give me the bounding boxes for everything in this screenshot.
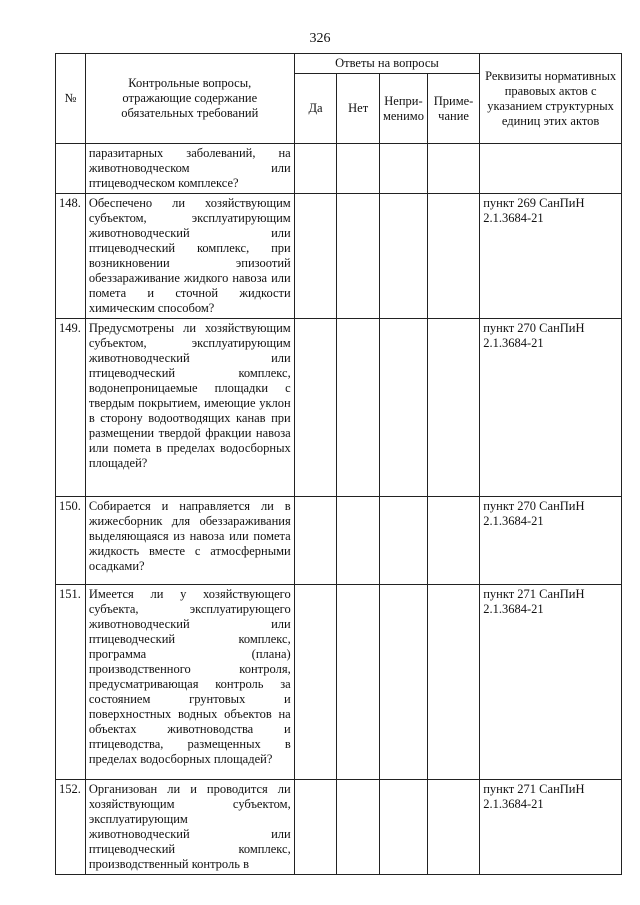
header-no: Нет: [337, 74, 380, 144]
header-note: Приме-чание: [427, 74, 479, 144]
row-number: [56, 144, 86, 194]
answer-not-applicable-cell[interactable]: [379, 585, 427, 780]
answer-yes-cell[interactable]: [294, 780, 337, 875]
answer-note-cell[interactable]: [427, 497, 479, 585]
answer-not-applicable-cell[interactable]: [379, 319, 427, 497]
answer-no-cell[interactable]: [337, 497, 380, 585]
answer-not-applicable-cell[interactable]: [379, 144, 427, 194]
row-requisite: пункт 271 СанПиН 2.1.3684-21: [480, 780, 622, 875]
row-requisite: пункт 270 СанПиН 2.1.3684-21: [480, 497, 622, 585]
row-number: 151.: [56, 585, 86, 780]
answer-no-cell[interactable]: [337, 585, 380, 780]
row-requisite: пункт 270 СанПиН 2.1.3684-21: [480, 319, 622, 497]
answer-note-cell[interactable]: [427, 194, 479, 319]
row-question: Предусмотрены ли хозяйствующим субъектом, эксплуатирующим животноводческий или птицеводческий комплекс, водонепроницаемые площадки с твердым покрытием, имеющие уклон в сторону водоотводящих канав при размещении твердой фракции навоза или помета в пределах водосборных площадей?: [85, 319, 294, 497]
answer-yes-cell[interactable]: [294, 497, 337, 585]
answer-yes-cell[interactable]: [294, 585, 337, 780]
answer-no-cell[interactable]: [337, 780, 380, 875]
answer-note-cell[interactable]: [427, 319, 479, 497]
table-row: [56, 194, 622, 319]
answer-yes-cell[interactable]: [294, 194, 337, 319]
header-yes: Да: [294, 74, 337, 144]
row-number: 148.: [56, 194, 86, 319]
table-row: [56, 319, 622, 497]
page-number: 326: [309, 31, 331, 46]
answer-no-cell[interactable]: [337, 144, 380, 194]
row-requisite: пункт 271 СанПиН 2.1.3684-21: [480, 585, 622, 780]
answer-not-applicable-cell[interactable]: [379, 780, 427, 875]
row-number: 150.: [56, 497, 86, 585]
row-question: паразитарных заболеваний, на животноводческом или птицеводческом комплексе?: [85, 144, 294, 194]
answer-not-applicable-cell[interactable]: [379, 194, 427, 319]
answer-note-cell[interactable]: [427, 144, 479, 194]
header-question: Контрольные вопросы, отражающие содержание обязательных требований: [85, 54, 294, 144]
header-requisites: Реквизиты нормативных правовых актов с указанием структурных единиц этих актов: [480, 54, 622, 144]
table-row: [56, 780, 622, 875]
table-row: [56, 585, 622, 780]
answer-yes-cell[interactable]: [294, 144, 337, 194]
row-question: Собирается и направляется ли в жижесборник для обеззараживания выделяющаяся из навоза или помета жидкость вместе с атмосферными осадками?: [85, 497, 294, 585]
checklist-table: [55, 53, 622, 875]
row-question: Имеется ли у хозяйствующего субъекта, эксплуатирующего животноводческий или птицеводческий комплекс, программа (плана) производственного контроля, предусматривающая контроль за состоянием грунтовых и поверхностных водных объектов на объектах животноводства и птицеводства, размещенных в пределах водосборных площадей?: [85, 585, 294, 780]
header-not-applicable: Непри-менимо: [379, 74, 427, 144]
table-row: [56, 144, 622, 194]
row-question: Обеспечено ли хозяйствующим субъектом, эксплуатирующим животноводческий или птицеводческий комплекс, при возникновении эпизоотий обеззараживание жидкого навоза или помета и сточной жидкости химическим способом?: [85, 194, 294, 319]
row-number: 152.: [56, 780, 86, 875]
answer-note-cell[interactable]: [427, 585, 479, 780]
row-number: 149.: [56, 319, 86, 497]
answer-no-cell[interactable]: [337, 194, 380, 319]
row-requisite: [480, 144, 622, 194]
answer-no-cell[interactable]: [337, 319, 380, 497]
header-answers: Ответы на вопросы: [294, 54, 479, 74]
row-requisite: пункт 269 СанПиН 2.1.3684-21: [480, 194, 622, 319]
answer-note-cell[interactable]: [427, 780, 479, 875]
header-number: №: [56, 54, 86, 144]
answer-yes-cell[interactable]: [294, 319, 337, 497]
row-question: Организован ли и проводится ли хозяйствующим субъектом, эксплуатирующим животноводческий или птицеводческий комплекс, производственный контроль в: [85, 780, 294, 875]
answer-not-applicable-cell[interactable]: [379, 497, 427, 585]
table-row: [56, 497, 622, 585]
